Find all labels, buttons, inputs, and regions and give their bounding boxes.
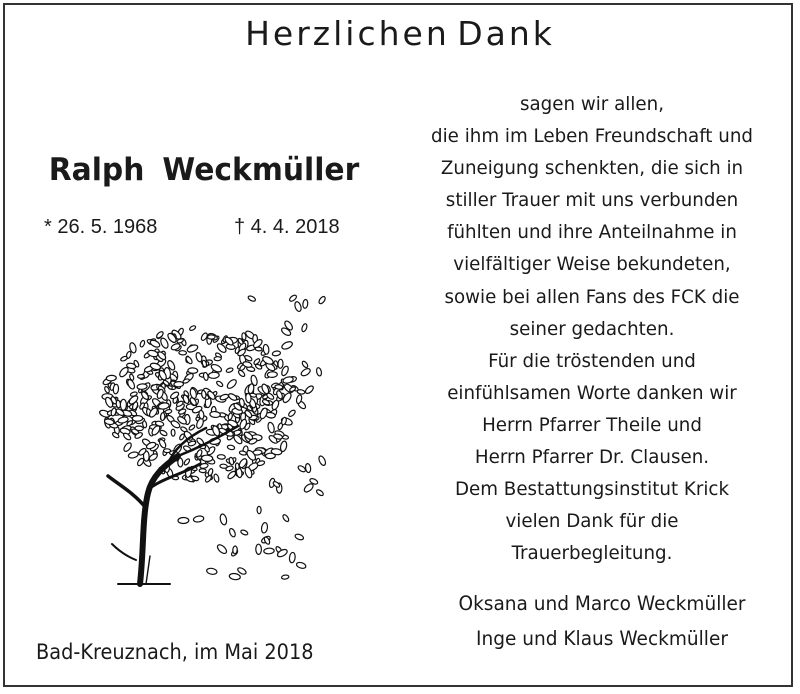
place-and-date: Bad-Kreuznach, im Mai 2018 (36, 640, 314, 664)
birth-date: * 26. 5. 1968 (44, 216, 158, 238)
message-line: sowie bei allen Fans des FCK die (444, 285, 740, 308)
notice-title: Herzlichen Dank (245, 14, 555, 53)
message-line: seiner gedachten. (509, 317, 675, 340)
message-line: die ihm im Leben Freundschaft und (431, 125, 753, 148)
message-line: Dem Bestattungsinstitut Krick (454, 478, 730, 501)
message-line: sagen wir allen, (519, 93, 664, 115)
thank-you-message (392, 88, 792, 569)
message-line: Trauerbegleitung. (511, 542, 673, 565)
message-line: fühlten und ihre Anteilnahme in (447, 221, 737, 244)
message-line: Herrn Pfarrer Dr. Clausen. (474, 446, 710, 469)
signer-line: Inge und Klaus Weckmüller (476, 627, 728, 650)
death-date: † 4. 4. 2018 (234, 216, 340, 238)
windswept-tree-icon (78, 288, 328, 598)
message-line: Für die tröstenden und (488, 349, 696, 372)
deceased-name: Ralph Weckmüller (48, 152, 360, 188)
message-line: vielen Dank für die (505, 510, 679, 533)
message-line: einfühlsamen Worte danken wir (447, 381, 737, 404)
message-line: Herrn Pfarrer Theile und (482, 413, 702, 436)
signers (392, 586, 800, 656)
message-line: stiller Trauer mit uns verbunden (445, 189, 739, 212)
message-line: Zuneigung schenkten, die sich in (440, 157, 744, 180)
signer-line: Oksana und Marco Weckmüller (458, 592, 746, 615)
message-line: vielfältiger Weise bekundeten, (453, 253, 731, 276)
